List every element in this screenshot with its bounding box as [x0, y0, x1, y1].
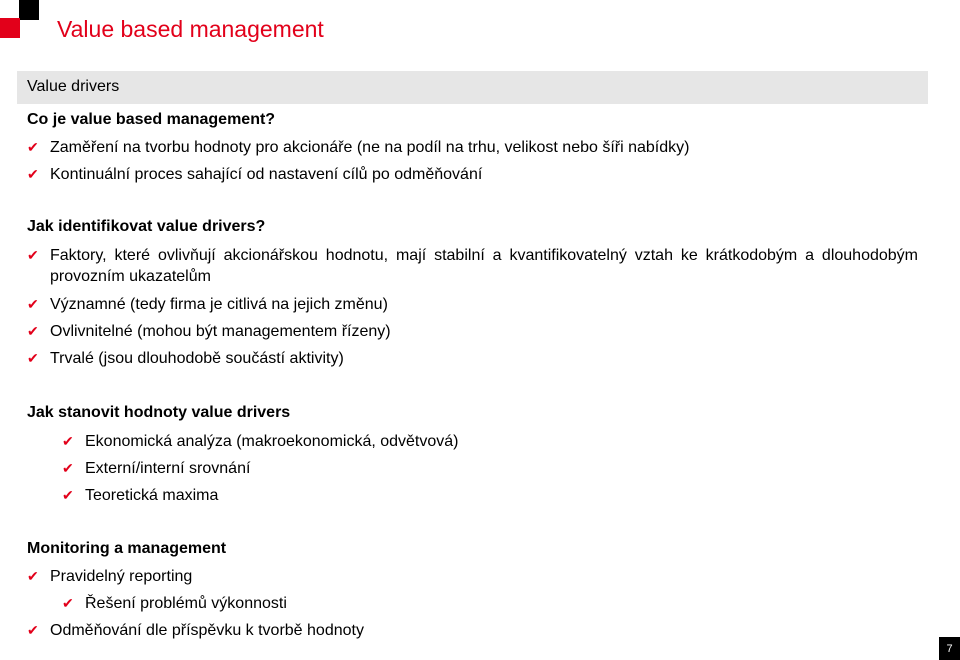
list-item-text: Teoretická maxima	[85, 487, 219, 504]
section-label: Value drivers	[27, 78, 120, 95]
list-item	[27, 164, 927, 185]
list-item	[27, 620, 919, 641]
logo-square-red	[0, 18, 20, 38]
heading-set-driver-values: Jak stanovit hodnoty value drivers	[27, 404, 291, 421]
list-item-text: Významné (tedy firma je citlivá na jejich změnu)	[50, 296, 388, 313]
list-item	[27, 321, 919, 342]
list-item	[27, 566, 919, 587]
list-item-text: Odměňování dle příspěvku k tvorbě hodnoty	[50, 622, 364, 639]
list-item-text: Faktory, které ovlivňují akcionářskou hodnotu, mají stabilní a kvantifikovatelný vztah ke krátkodobým a dlouhodobým provozním ukazatelům	[50, 247, 918, 285]
section-bar	[17, 71, 928, 104]
check-mark-icon: ✔	[62, 595, 74, 611]
list-item	[27, 294, 919, 315]
check-mark-icon: ✔	[27, 247, 39, 263]
list-item-text: Řešení problémů výkonnosti	[85, 595, 287, 612]
list-item	[62, 431, 922, 452]
list-item-text: Trvalé (jsou dlouhodobě součástí aktivity)	[50, 350, 344, 367]
heading-monitoring: Monitoring a management	[27, 540, 227, 557]
list-item	[62, 485, 922, 506]
check-mark-icon: ✔	[62, 487, 74, 503]
check-mark-icon: ✔	[62, 433, 74, 449]
page-number: 7	[939, 637, 960, 660]
list-item	[62, 593, 922, 614]
check-mark-icon: ✔	[27, 350, 39, 366]
list-item	[27, 245, 919, 289]
logo-square-black	[19, 0, 39, 20]
list-item-text: Zaměření na tvorbu hodnoty pro akcionáře (ne na podíl na trhu, velikost nebo šíři nabídky)	[50, 139, 690, 156]
check-mark-icon: ✔	[27, 166, 39, 182]
list-item	[62, 458, 922, 479]
list-item	[27, 348, 919, 369]
list-item-text: Kontinuální proces sahající od nastavení cílů po odměňování	[50, 166, 483, 183]
check-mark-icon: ✔	[27, 622, 39, 638]
list-item-text: Ekonomická analýza (makroekonomická, odvětvová)	[85, 433, 459, 450]
list-item-text: Ovlivnitelné (mohou být managementem řízeny)	[50, 323, 391, 340]
slide-title: Value based management	[57, 16, 324, 42]
check-mark-icon: ✔	[27, 296, 39, 312]
list-item-text: Externí/interní srovnání	[85, 460, 251, 477]
check-mark-icon: ✔	[27, 139, 39, 155]
list-item-text: Pravidelný reporting	[50, 568, 193, 585]
check-mark-icon: ✔	[62, 460, 74, 476]
heading-identify-drivers: Jak identifikovat value drivers?	[27, 218, 266, 235]
check-mark-icon: ✔	[27, 323, 39, 339]
list-item	[27, 137, 927, 158]
heading-what-is-vbm: Co je value based management?	[27, 111, 276, 128]
check-mark-icon: ✔	[27, 568, 39, 584]
